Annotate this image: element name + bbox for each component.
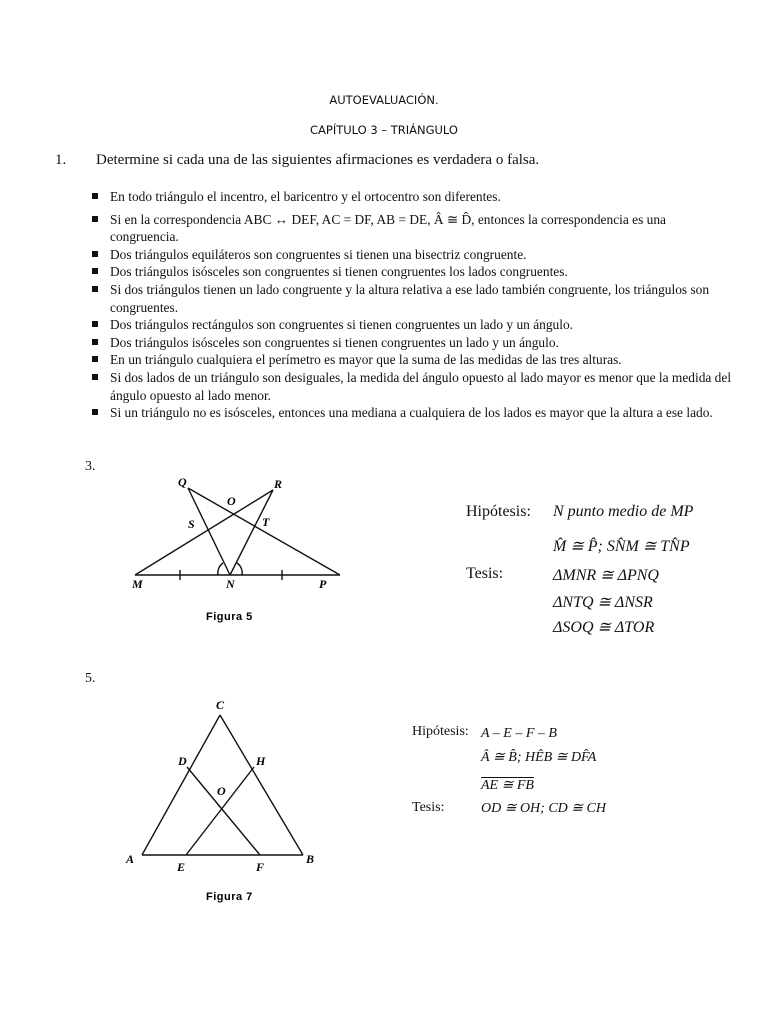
thesis-line: ΔMNR ≅ ΔPNQ (553, 567, 659, 584)
figure-7-caption: Figura 7 (206, 891, 253, 903)
label-s: S (188, 517, 195, 531)
label-h: H (256, 754, 266, 768)
bullet-icon (92, 356, 98, 362)
question-1-prompt: Determine si cada una de las siguientes afirmaciones es verdadera o falsa. (96, 152, 540, 168)
label-m: M (132, 577, 143, 591)
label-t: T (262, 515, 270, 529)
chapter-title: CAPÍTULO 3 – TRIÁNGULO (309, 123, 458, 137)
hypothesis-line: M̂ ≅ P̂; SN̂M ≅ TN̂P (553, 538, 690, 555)
label-o: O (217, 784, 226, 798)
bullet-icon (92, 409, 98, 415)
label-d: D (178, 754, 187, 768)
question-3-number: 3. (85, 459, 96, 474)
segment-mr (135, 490, 273, 575)
hypothesis-line: Â ≅ B̂; HÊB ≅ DF̂A (481, 750, 597, 765)
list-item: Si en la correspondencia ABC ↔ DEF, AC = DF, AB = DE, Â ≅ D̂, entonces la correspondencia es una congruencia. (92, 211, 732, 246)
list-item: Dos triángulos rectángulos son congruentes si tienen congruentes un lado y un ángulo. (92, 316, 732, 334)
segment-bc (220, 715, 303, 855)
thesis-label-5: Tesis: (412, 800, 445, 815)
label-e: E (177, 860, 186, 874)
hypothesis-line: AE ≅ FB (481, 778, 534, 793)
hypothesis-label-5: Hipótesis: (412, 724, 469, 739)
bullet-icon (92, 339, 98, 345)
segment-pq (188, 488, 340, 575)
thesis-line: OD ≅ OH; CD ≅ CH (481, 801, 606, 816)
statement-list (92, 188, 732, 422)
bullet-icon (92, 193, 98, 199)
list-item: Dos triángulos isósceles son congruentes si tienen congruentes un lado y un ángulo. (92, 334, 732, 352)
thesis-line: ΔSOQ ≅ ΔTOR (553, 619, 655, 636)
bullet-icon (92, 216, 98, 222)
hypothesis-label-3: Hipótesis: (466, 503, 531, 520)
bullet-icon (92, 374, 98, 380)
list-item: En un triángulo cualquiera el perímetro es mayor que la suma de las medidas de las tres alturas. (92, 351, 732, 369)
question-5-number: 5. (85, 671, 96, 686)
bullet-icon (92, 251, 98, 257)
label-q: Q (178, 475, 187, 489)
figure-7-diagram (120, 695, 330, 910)
question-1-number: 1. (55, 152, 67, 168)
list-item: Si dos lados de un triángulo son desiguales, la medida del ángulo opuesto al lado mayor es menor que la medida del ángulo opuesto al lado menor. (92, 369, 732, 404)
label-c: C (216, 698, 225, 712)
label-b: B (306, 852, 315, 866)
segment-df (187, 767, 260, 855)
thesis-line: ΔNTQ ≅ ΔNSR (553, 594, 653, 611)
label-r: R (274, 477, 283, 491)
list-item: En todo triángulo el incentro, el baricentro y el ortocentro son diferentes. (92, 188, 732, 206)
bullet-icon (92, 286, 98, 292)
label-p: P (319, 577, 327, 591)
list-item: Si un triángulo no es isósceles, entonces una mediana a cualquiera de los lados es mayor que la altura a ese lado. (92, 404, 732, 422)
bullet-icon (92, 268, 98, 274)
label-n: N (226, 577, 235, 591)
figure-5-diagram (120, 470, 350, 630)
label-a: A (126, 852, 135, 866)
list-item: Si dos triángulos tienen un lado congruente y la altura relativa a ese lado también congruente, los triángulos son congruentes. (92, 281, 732, 316)
list-item: Dos triángulos equiláteros son congruentes si tienen una bisectriz congruente. (92, 246, 732, 264)
angle-arc-tnp (237, 563, 242, 575)
hypothesis-line: N punto medio de MP (553, 503, 694, 520)
label-f: F (256, 860, 265, 874)
bullet-icon (92, 321, 98, 327)
figure-5-caption: Figura 5 (206, 611, 253, 623)
list-item: Dos triángulos isósceles son congruentes si tienen congruentes los lados congruentes. (92, 263, 732, 281)
label-o: O (227, 494, 236, 508)
document-title: AUTOEVALUACIÓN. (329, 93, 439, 107)
hypothesis-line: A – E – F – B (481, 726, 557, 741)
angle-arc-snm (218, 563, 223, 575)
segment-qn (188, 488, 230, 575)
thesis-label-3: Tesis: (466, 565, 504, 582)
segment-he (186, 767, 254, 855)
segment-ac (142, 715, 220, 855)
